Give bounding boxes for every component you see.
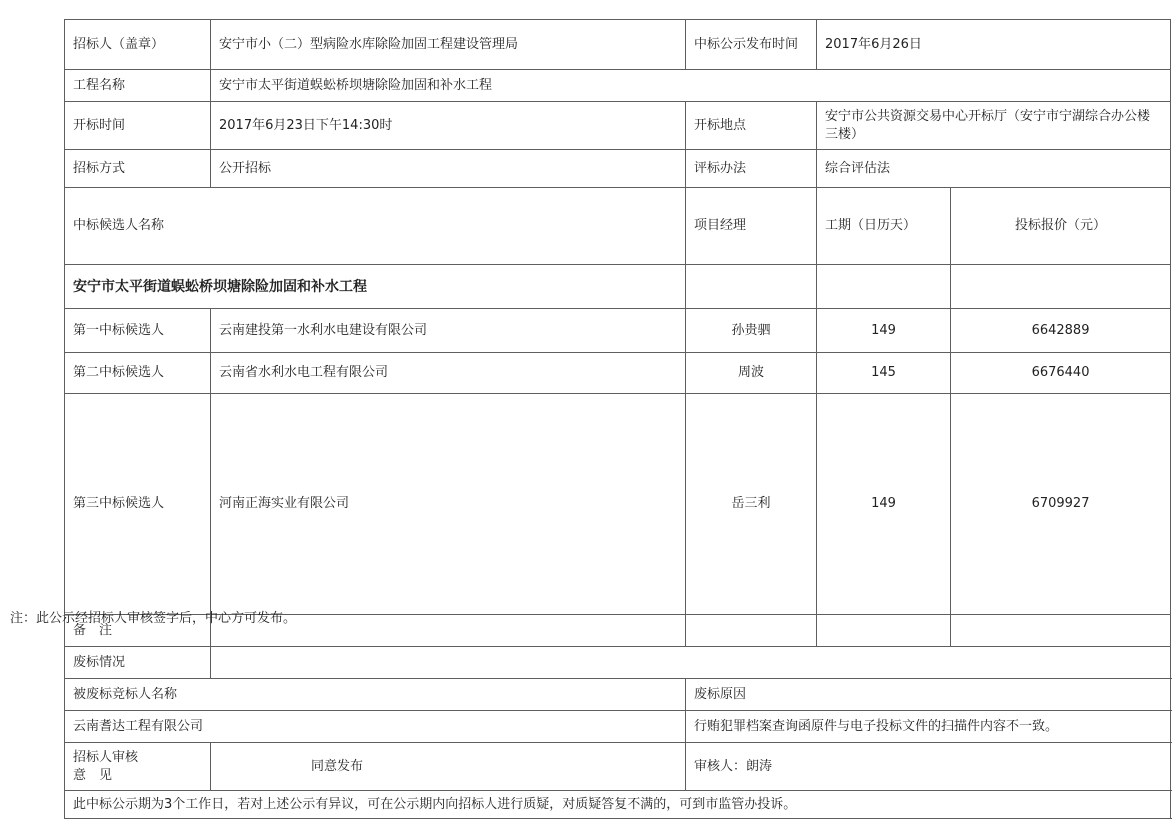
candidate-price: 6676440 [951,353,1171,394]
project-name-value: 安宁市太平街道蜈蚣桥坝塘除险加固和补水工程 [211,70,1171,102]
review-row [65,743,1171,791]
candidate-period: 145 [817,353,951,394]
empty-cell [686,615,817,647]
publish-time-label: 中标公示发布时间 [686,20,817,70]
invalid-bid-reason: 行贿犯罪档案查询函原件与电子投标文件的扫描件内容不一致。 [686,711,1171,743]
review-label-line2: 意 见 [73,767,113,783]
empty-cell [817,615,951,647]
open-place-label: 开标地点 [686,102,817,150]
evaluation-label: 评标办法 [686,150,817,188]
empty-cell [686,265,817,309]
open-time-value: 2017年6月23日下午14:30时 [211,102,686,150]
reviewer: 审核人：朗涛 [686,743,1171,791]
empty-cell [211,647,1171,679]
empty-cell [951,615,1171,647]
open-place-value: 安宁市公共资源交易中心开标厅（安宁市宁湖综合办公楼三楼） [817,102,1171,150]
candidate-manager: 周波 [686,353,817,394]
price-header: 投标报价（元） [951,188,1171,265]
candidate-company: 云南省水利水电工程有限公司 [211,353,686,394]
candidates-header-row [65,188,1171,265]
tenderer-row [65,20,1171,70]
candidate-rank: 第一中标候选人 [65,309,211,353]
review-label-line1: 招标人审核 [73,749,139,765]
public-notice-text: 此中标公示期为3个工作日，若对上述公示有异议，可在公示期内向招标人进行质疑，对质疑答复不满的，可到市监管办投诉。 [65,791,1171,819]
footnote: 注：此公示经招标人审核签字后，中心方可发布。 [10,611,297,626]
candidate-rank: 第三中标候选人 [65,394,211,615]
candidate-row [65,353,1171,394]
public-notice-row [65,791,1171,819]
evaluation-value: 综合评估法 [817,150,1171,188]
bid-notice-table [64,19,1171,819]
project-name-row [65,70,1171,102]
open-time-row [65,102,1171,150]
candidate-price: 6642889 [951,309,1171,353]
candidate-company: 云南建投第一水利水电建设有限公司 [211,309,686,353]
invalid-name-header: 被废标竞标人名称 [65,679,686,711]
invalid-reason-header: 废标原因 [686,679,1171,711]
period-header: 工期（日历天） [817,188,951,265]
method-label: 招标方式 [65,150,211,188]
remarks-label: 备 注 [65,615,211,647]
open-time-label: 开标时间 [65,102,211,150]
review-label [65,743,211,791]
invalid-bid-name: 云南耆达工程有限公司 [65,711,686,743]
candidate-row [65,309,1171,353]
section-title-row [65,265,1171,309]
manager-header: 项目经理 [686,188,817,265]
section-title: 安宁市太平街道蜈蚣桥坝塘除险加固和补水工程 [65,265,686,309]
invalid-bid-row [65,711,1171,743]
candidate-row [65,394,1171,615]
publish-time-value: 2017年6月26日 [817,20,1171,70]
method-row [65,150,1171,188]
candidate-manager: 岳三利 [686,394,817,615]
candidate-rank: 第二中标候选人 [65,353,211,394]
candidate-period: 149 [817,394,951,615]
project-name-label: 工程名称 [65,70,211,102]
candidate-period: 149 [817,309,951,353]
invalid-label: 废标情况 [65,647,211,679]
invalid-header-row [65,679,1171,711]
candidate-price: 6709927 [951,394,1171,615]
candidate-name-header: 中标候选人名称 [65,188,686,265]
method-value: 公开招标 [211,150,686,188]
empty-cell [951,265,1171,309]
candidate-manager: 孙贵驷 [686,309,817,353]
tenderer-value: 安宁市小（二）型病险水库除险加固工程建设管理局 [211,20,686,70]
review-opinion: 同意发布 [211,743,686,791]
candidate-company: 河南正海实业有限公司 [211,394,686,615]
invalid-row [65,647,1171,679]
empty-cell [817,265,951,309]
tenderer-label: 招标人（盖章） [65,20,211,70]
